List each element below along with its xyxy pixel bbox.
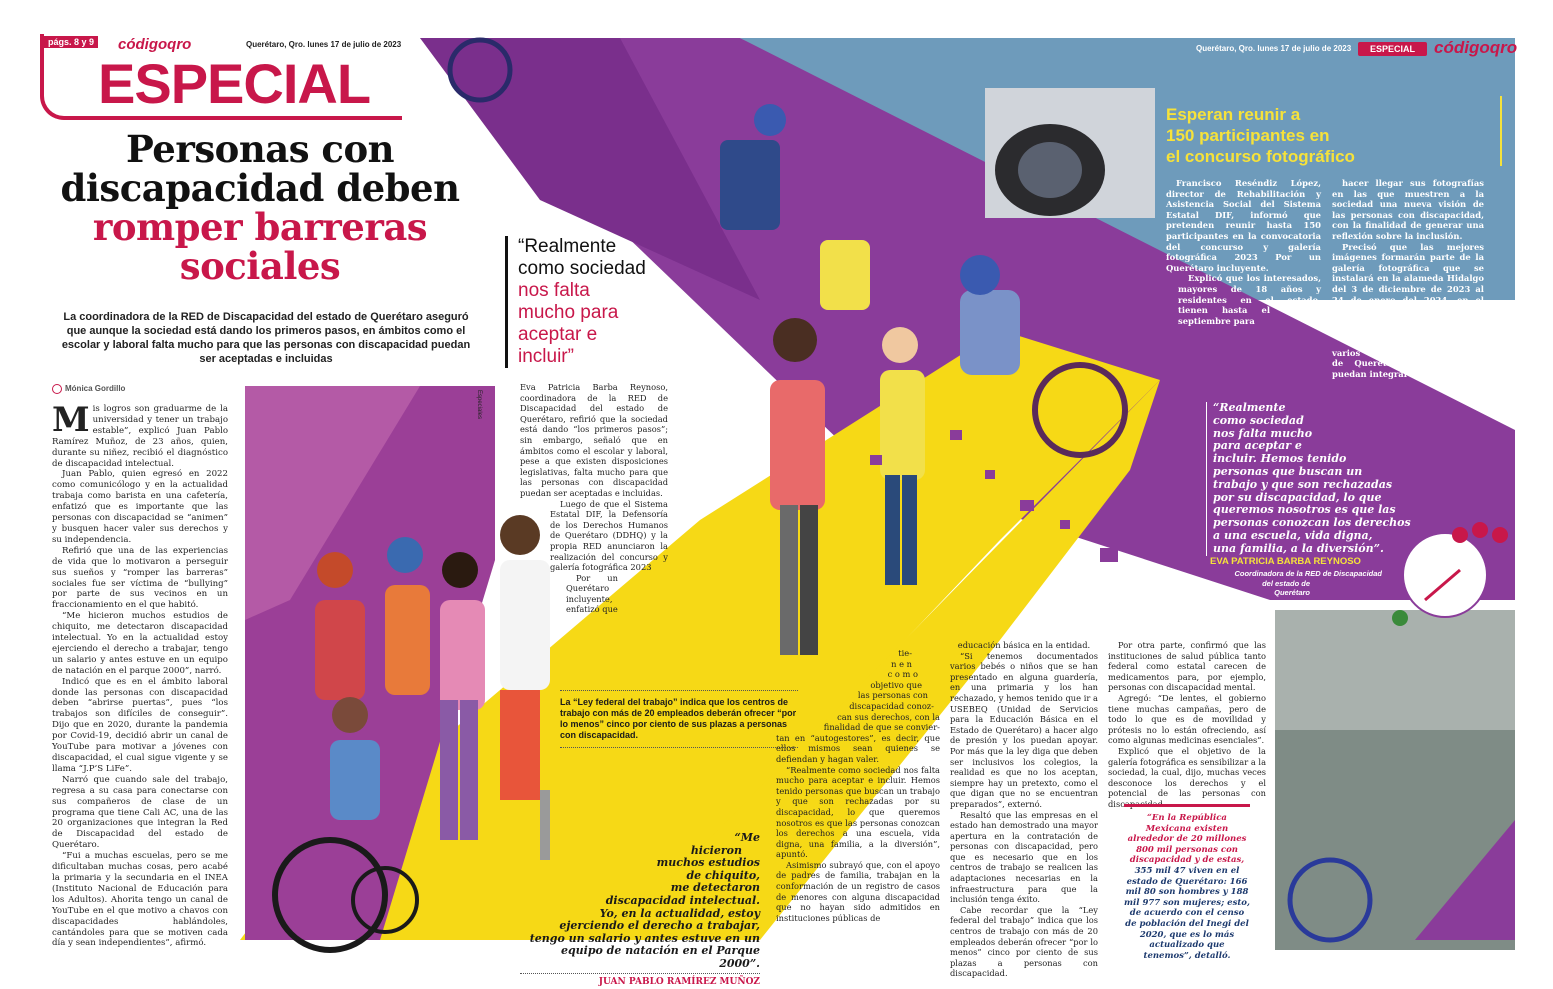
jp-attribution: JUAN PABLO RAMÍREZ MUÑOZ [520,973,760,989]
eva-role-1: Coordinadora de la RED de Discapacidad [1234,569,1382,578]
byline-icon [52,384,62,394]
stats-box [1124,804,1250,961]
col2c-l7: can sus derechos, con la [837,711,940,722]
stats-lead: “En la República Mexicana existen alrededor de 20 millones 800 mil personas con discapacidad y de estas, [1127,813,1247,866]
side-col1-p1: Francisco Reséndiz López, director de Rehabilitación y Asistencia Social del Sistema Estatal DIF, informó que pretenden reunir hasta 150 participantes en la convocatoria del concurso y galería fotográfica 2023 Por un Querétaro incluyente. [1166,178,1321,273]
illustration-credit: Especiales [476,390,482,420]
quote-box [505,236,708,368]
col3-p3: Resaltó que las empresas en el estado han demostrado una mayor apertura en la contratación de personas con discapacidad, pero que es necesario que en los centros de trabajo se realicen las adaptaciones necesarias en la infraestructura para que la inclusión tenga éxito. [950,809,1098,905]
eva-l7: trabajo y que son rechazadas [1213,477,1393,491]
headline-line-2: discapacidad deben [60,166,460,210]
side-col2-p3: “También estamos invitando a varios fotógrafos reconocidos de Querétaro para que se puedan integrar”, agregó. [1332,336,1484,379]
eva-role-2: del estado de Querétaro [1262,579,1310,597]
eva-l10: personas conozcan los derechos [1213,516,1411,530]
headline-line-1: Personas con [125,127,395,171]
col2-p1: Eva Patricia Barba Reynoso, coordinadora de la RED de Discapacidad del estado de Querétaro, refirió que la sociedad está dando “los primeros pasos”; sin embargo, señaló que en ámbitos como el escolar y laboral, pese a que existen disposiciones legislativas, falta mucho para que las personas con discapacidad puedan ser aceptadas e incluidas. [520,382,668,498]
main-col-3 [950,640,1098,979]
side-headline-2: 150 participantes en [1166,126,1330,145]
col1-p3: Refirió que una de las experiencias de vida que lo motivaron a perseguir sus sueños y “romper las barreras” sociales fue ser víctima de “bullying” por parte de sus vecinos en un fraccionamiento en el que habitó. [52,545,228,611]
col4-p1: Por otra parte, confirmó que las instituciones de salud pública tanto federal como estatal carecen de medicamentos para, por ejemplo, personas con discapacidad mental. [1108,640,1266,693]
eva-attribution: EVA PATRICIA BARBA REYNOSO [1210,556,1361,567]
byline-name: Mónica Gordillo [65,384,126,394]
side-col1-p2: Explicó que los interesados, mayores de 18 años y residentes en el estado, tienen hasta el 15 de septiembre para [1178,273,1321,326]
col2c-l2: n e n [891,658,912,669]
col2c-p2: “Realmente como sociedad nos falta mucho para aceptar e incluir. Hemos tenido personas que buscan un trabajo y que son rechazadas por su discapacidad, lo que queremos nosotros es que las personas conozcan los derechos a una escuela, vida digna, una familia, a la diversión”, apuntó. [776,764,940,860]
deck: La coordinadora de la RED de Discapacidad del estado de Querétaro aseguró que aunque la sociedad está dando los primeros pasos, en ámbitos como el escolar y laboral falta mucho para que las personas con discapacidad puedan ser aceptadas e incluidas [61,311,471,365]
eva-l5: incluir. Hemos tenido [1213,452,1347,466]
col2-p2: Luego de que el Sistema Estatal DIF, la Defensoría de los Derechos Humanos de Querétaro (DDHQ) y la propia RED anunciaron la realización del concurso y galería fotográfica 2023 [550,498,668,573]
law-callout [560,690,798,748]
quote-line-1: “Realmente [518,236,617,257]
quote-line-3: nos falta [518,280,590,301]
quote-line-5: aceptar e [518,324,598,345]
col1-p1: is logros son graduarme de la universidad y tener un trabajo estable”, explicó Juan Pablo Ramírez Muñoz, de 23 años, quien, durante su niñez, recibió el diagnóstico de discapacidad intelectual. [52,404,228,469]
headline-line-3: romper barreras [92,205,428,249]
col2c-p1: tan en “autogestores”, es decir, que ellos mismos sean quienes se defiendan y hagan valer. [776,732,940,764]
jp-l2: hicieron [690,843,742,857]
right-brand-logo[interactable]: códigoqro [1434,38,1518,57]
side-col2-p2: Precisó que las mejores imágenes formarán parte de la galería fotográfica que se instalará en la alameda Hidalgo del 3 de diciembre de 2023 al 24 de enero del 2024, en el marco de la celebración del Día Internacional de las Personas con Discapacidad. [1332,241,1484,337]
eva-l12: una familia, a la diversión”. [1213,541,1384,555]
main-col-1 [52,400,228,949]
headline-line-4: sociales [179,244,341,288]
jp-l1: “Me [734,831,760,844]
jp-l8: ejerciendo el derecho a trabajar, [559,919,760,933]
dropcap: M [52,400,90,440]
law-callout-text: La “Ley federal del trabajo” indica que los centros de trabajo con más de 20 empleados deberán ofrecer “por lo menos” cinco por ciento de sus plazas a personas con discapacidad. [560,697,797,740]
left-masthead [40,34,420,120]
col2c-l1: tie- [898,648,912,658]
jp-pull-quote [520,832,760,988]
col3-p4: Cabe recordar que la “Ley federal del trabajo” indica que los centros de trabajo con más de 20 empleados deberán ofrecer “por lo menos” cinco por ciento de sus plazas a personas con discapacidad. [950,904,1098,979]
side-col2-p1: hacer llegar sus fotografías en las que muestren a la sociedad una nueva visión de las personas con discapacidad, con la finalidad de generar una reflexión sobre la inclusión. [1332,178,1484,241]
col1-p5: Indicó que es en el ámbito laboral donde las personas con discapacidad deben “abrirse puertas”, pues “los trabajos son difíciles de conseguir”. Dijo que en 2020, durante la pandemia por Covid-19, decidió abrir un canal de YouTube para motivar a jóvenes con discapacidad, el cual sigue vigente y se llama “J.P’S LiFe”. [52,676,228,774]
col4-p3: Explicó que el objetivo de la galería fotográfica es sensibilizar a la sociedad, la cual, dijo, muchas veces desconoce los derechos y el potencial de las personas con discapacidad. [1108,745,1267,809]
eva-pull-quote [1206,402,1413,556]
quote-line-6: incluir” [518,346,574,367]
col1-p4: “Me hicieron muchos estudios de chiquito, me detectaron discapacidad intelectual. Yo en la actualidad estoy ejerciendo el derecho a trabajar, tengo un salario y antes estuve en un equipo de natación en el parque 2000”, narró. [52,611,228,676]
col2c-l4: objetivo que [870,679,922,690]
stats-rest: 355 mil 47 viven en el estado de Querétaro: 166 mil 80 son hombres y 188 mil 977 son mujeres; esto, de acuerdo con el censo de población del Inegi del 2020, que es lo más actualizado que tenemos”, detalló. [1124,865,1250,961]
byline [52,384,125,394]
side-headline-1: Esperan reunir a [1166,105,1301,124]
quote-line-4: mucho para [518,302,619,323]
col2c-l6: discapacidad conoz- [849,700,934,711]
eva-l4: para aceptar e [1213,439,1302,453]
col2c-p3: Asimismo subrayó que, con el apoyo de padres de familia, trabajan en la conformación de un registro de casos de menores con alguna discapacidad que no hayan sido admitidos en instituciones públicas de [776,859,940,923]
jp-l6: discapacidad intelectual. [605,893,760,907]
eva-l2: como sociedad [1213,413,1304,427]
eva-l9: queremos nosotros es que las [1213,503,1396,517]
quote-line-2: como sociedad [518,258,646,279]
col3-p1: educación básica en la entidad. [957,640,1091,650]
main-col-2-cont [776,648,940,923]
side-headline-3: el concurso fotográfico [1166,147,1355,166]
right-section-badge: ESPECIAL [1358,42,1427,56]
col4-p2: Agregó: “De lentes, el gobierno tiene muchas campañas, pero de todo lo que es de movilidad y prótesis no lo están ofreciendo, así como algunas medicinas esenciales”. [1108,692,1266,746]
col1-p7: “Fui a muchas escuelas, pero se me dificultaban muchas cosas, pero acabé la primaria y la secundaria en el INEA (Instituto Nacional de Educación para los Adultos). Ahorita tengo un canal de YouTube en el que motivo a chavos con discapacidades hablándoles, cantándoles para que se motiven cada día y sean independientes”, afirmó. [52,851,228,949]
jp-l3: muchos estudios [656,856,760,870]
main-headline [60,127,460,288]
side-col-1 [1166,178,1321,326]
main-col-4 [1108,640,1266,810]
jp-l4: de chiquito, [686,868,760,882]
col2-p3: Por un Querétaro incluyente, enfatizó que [566,572,618,615]
side-headline [1166,104,1496,167]
section-title: ESPECIAL [98,52,371,115]
jp-l9: tengo un salario y antes estuve en un [529,931,760,945]
col1-p2: Juan Pablo, quien egresó en 2022 como comunicólogo y en la actualidad trabaja como barista en una cafetería, enfatizó que es importante que las personas con discapacidad se “animen” y busquen hacer valer sus derechos y su independencia. [52,469,228,545]
jp-l7: Yo, en la actualidad, estoy [599,906,760,920]
side-headline-rule [1500,96,1502,166]
page-numbers: págs. 8 y 9 [44,36,98,48]
issue-date: Querétaro, Qro. lunes 17 de julio de 2023 [246,40,402,49]
main-col-2 [520,382,668,615]
brand-logo[interactable]: códigoqro [118,36,192,53]
jp-l5: me detectaron [670,881,760,895]
side-col-2 [1332,178,1484,379]
col3-p2: “Si tenemos documentados varios bebés o niños que se han presentado en alguna guardería, en una primaria y los han rechazado, y hemos tenido que ir a USEBEQ (Unidad de Servicios para la Educación Básica en el Estado de Querétaro) a hacer algo de presión y los puedan apoyar. Por más que la ley diga que deben ser inclusivos los colegios, la realidad es que no los aceptan, siempre hay un pretexto, como el que digan que no se encuentran preparados”, externó. [950,650,1098,809]
eva-l1: “Realmente [1213,401,1286,414]
col2c-l5: las personas con [857,690,928,701]
col2c-l8: finalidad de que se convier- [823,722,940,733]
eva-l6: personas que buscan un [1213,464,1363,478]
jp-l10: equipo de natación en el Parque 2000”. [560,944,760,970]
eva-l3: nos falta mucho [1213,426,1313,440]
col2c-l3: c o m o [887,669,918,680]
eva-l11: a una escuela, vida digna, [1213,528,1373,542]
col1-p6: Narró que cuando sale del trabajo, regresa a su casa para conectarse con sus compañeros de clase de un programa que tiene Cali AC, una de las 20 organizaciones que integran la Red de Discapacidad del estado de Querétaro. [52,774,228,851]
right-issue-date: Querétaro, Qro. lunes 17 de julio de 2023 [1196,44,1352,53]
eva-l8: por su discapacidad, lo que [1213,490,1382,504]
